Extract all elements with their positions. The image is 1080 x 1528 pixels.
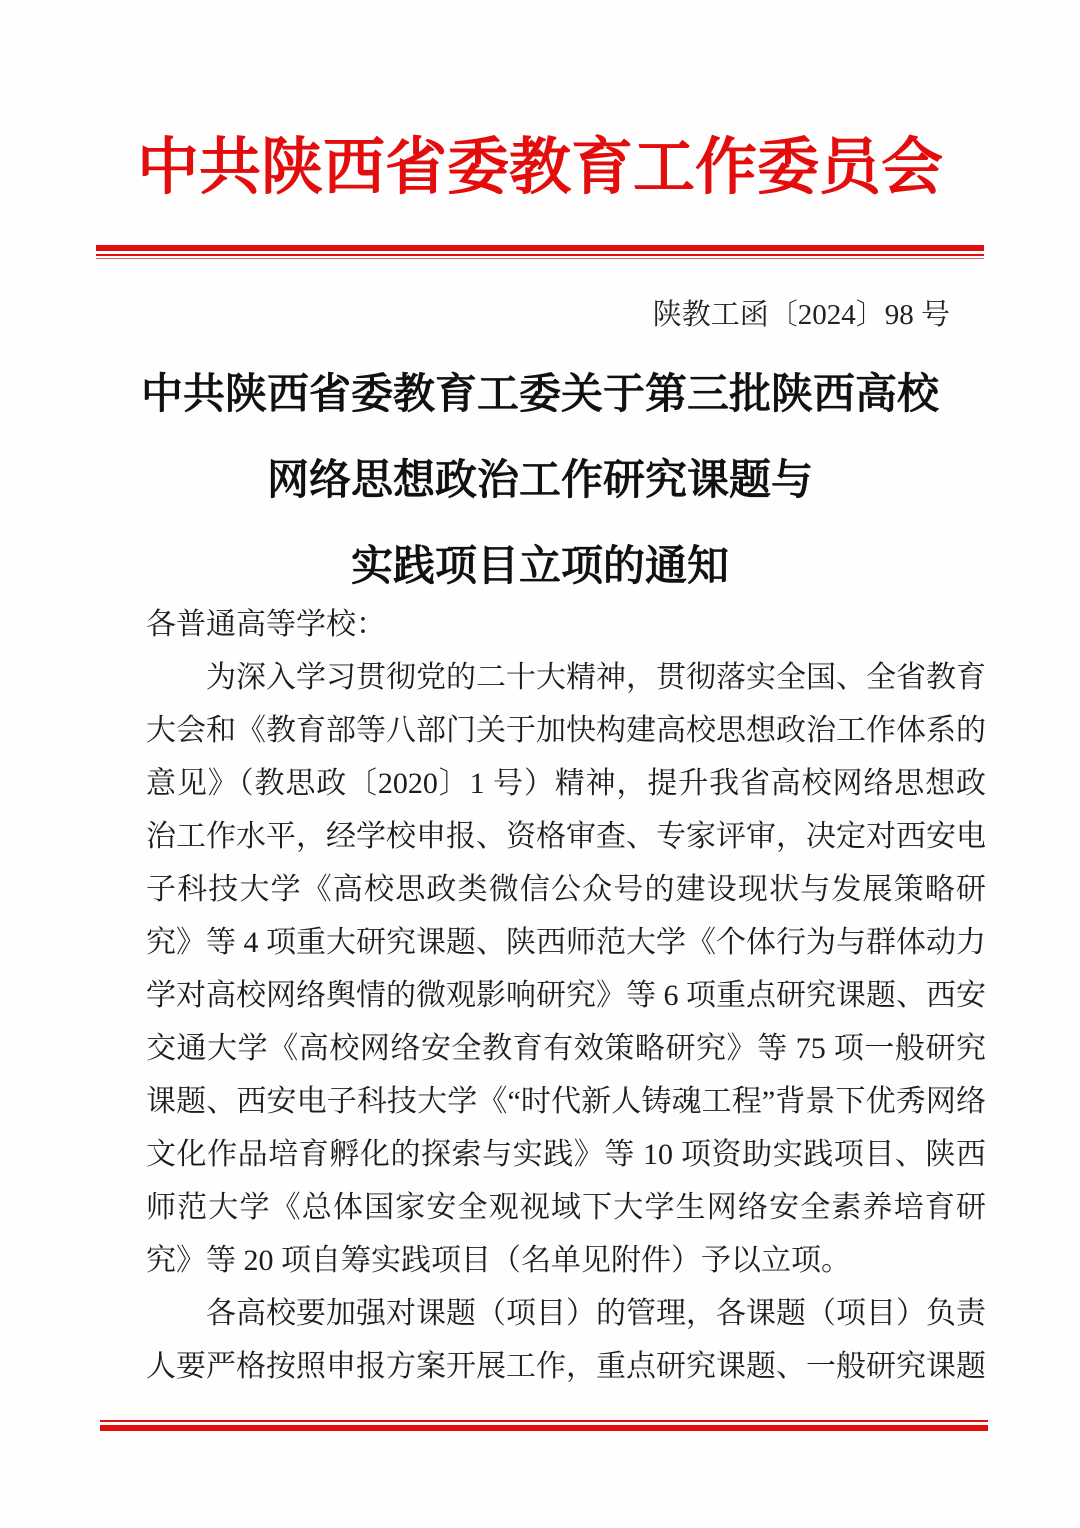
issuing-authority-title: 中共陕西省委教育工作委员会	[136, 134, 943, 202]
header-divider	[96, 245, 984, 259]
rule-bar-thick	[100, 1425, 988, 1431]
document-body	[146, 598, 986, 1393]
footer-divider	[100, 1420, 988, 1431]
document-number: 陕教工函〔2024〕98 号	[652, 299, 950, 331]
salutation: 各普通高等学校：	[146, 608, 386, 641]
document-title	[0, 352, 1080, 610]
body-paragraph: 为深入学习贯彻党的二十大精神，贯彻落实全国、全省教育大会和《教育部等八部门关于加快构建高校思想政治工作体系的意见》（教思政〔2020〕1 号）精神，提升我省高校网络思想政治工作水平，经学校申报、资格审查、专家评审，决定对西安电子科技大学《高校思政类微信公众号的建设现状与发展策略研究》等 4 项重大研究课题、陕西师范大学《个体行为与群体动力学对高校网络舆情的微观影响研究》等 6 项重点研究课题、西安交通大学《高校网络安全教育有效策略研究》等 75 项一般研究课题、西安电子科技大学《“时代新人铸魂工程”背景下优秀网络文化作品培育孵化的探索与实践》等 10 项资助实践项目、陕西师范大学《总体国家安全观视域下大学生网络安全素养培育研究》等 20 项自筹实践项目（名单见附件）予以立项。	[146, 661, 986, 1277]
document-title-line: 实践项目立项的通知	[350, 544, 729, 590]
document-title-line: 中共陕西省委教育工委关于第三批陕西高校	[140, 372, 939, 418]
body-paragraph: 各高校要加强对课题（项目）的管理，各课题（项目）负责人要严格按照申报方案开展工作，重点研究课题、一般研究课题	[146, 1297, 986, 1383]
rule-bar-thin	[96, 258, 984, 259]
document-title-line: 网络思想政治工作研究课题与	[266, 458, 813, 504]
